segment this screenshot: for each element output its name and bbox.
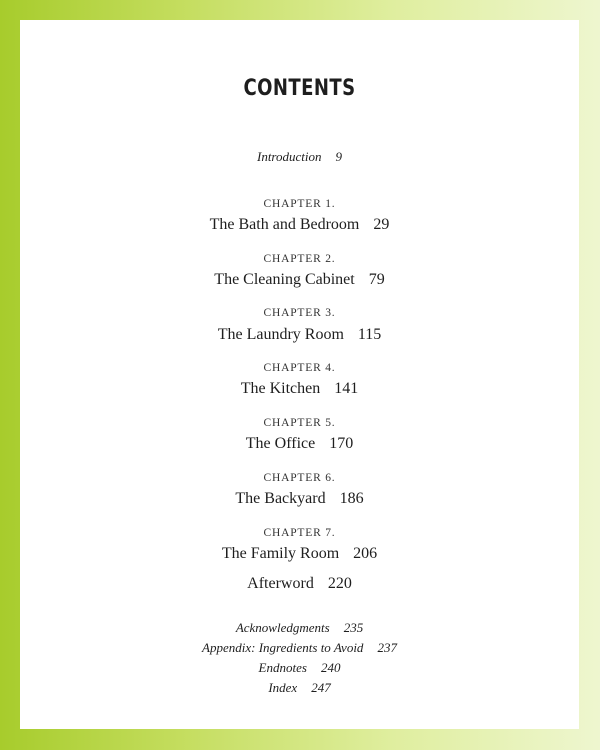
toc-entry-introduction [20,149,579,165]
toc-entry-afterword [20,575,579,593]
chapter-1-label: CHAPTER 1. [263,198,336,210]
entry-label: Acknowledgments [235,620,330,635]
chapter-title: The Kitchen [240,380,321,397]
chapter-page-number: 29 [373,216,390,233]
chapter-title: The Backyard [235,490,326,507]
chapter-page-number: 206 [353,545,378,562]
chapter-7-label: CHAPTER 7. [263,527,336,539]
toc-entry-appendix [20,640,579,656]
chapter-page-number: 170 [329,435,354,452]
book-page [20,20,579,729]
chapter-7-entry [20,545,579,563]
chapter-title: The Laundry Room [217,326,344,343]
chapter-1-entry [20,216,579,234]
toc-entry-endnotes [20,660,579,676]
chapter-3-label: CHAPTER 3. [263,307,336,319]
chapter-5-entry [20,435,579,453]
entry-page-number: 240 [320,660,341,675]
entry-page-number: 9 [335,149,342,164]
entry-label: Appendix: Ingredients to Avoid [202,640,364,655]
toc-entry-acknowledgments [20,620,579,636]
entry-page-number: 220 [327,575,352,592]
chapter-4-entry [20,380,579,398]
chapter-page-number: 115 [357,326,382,343]
chapter-page-number: 141 [334,380,359,397]
chapter-page-number: 79 [368,271,385,288]
chapter-2-entry [20,271,579,289]
chapter-page-number: 186 [339,490,364,507]
chapter-title: The Family Room [221,545,340,562]
toc-entry-index [20,680,579,696]
chapter-5-label: CHAPTER 5. [263,417,336,429]
chapter-title: The Office [245,435,316,452]
entry-label: Endnotes [258,660,307,675]
entry-label: Index [268,680,298,695]
entry-page-number: 235 [343,620,364,635]
page-title: CONTENTS [243,76,356,101]
chapter-title: The Cleaning Cabinet [214,271,355,288]
chapter-6-entry [20,490,579,508]
chapter-title: The Bath and Bedroom [209,216,360,233]
chapter-6-label: CHAPTER 6. [263,472,336,484]
entry-label: Afterword [247,575,314,592]
entry-page-number: 237 [377,640,397,655]
chapter-2-label: CHAPTER 2. [263,253,336,265]
chapter-4-label: CHAPTER 4. [263,362,336,374]
entry-page-number: 247 [311,680,331,695]
chapter-3-entry [20,326,579,344]
entry-label: Introduction [256,149,322,164]
